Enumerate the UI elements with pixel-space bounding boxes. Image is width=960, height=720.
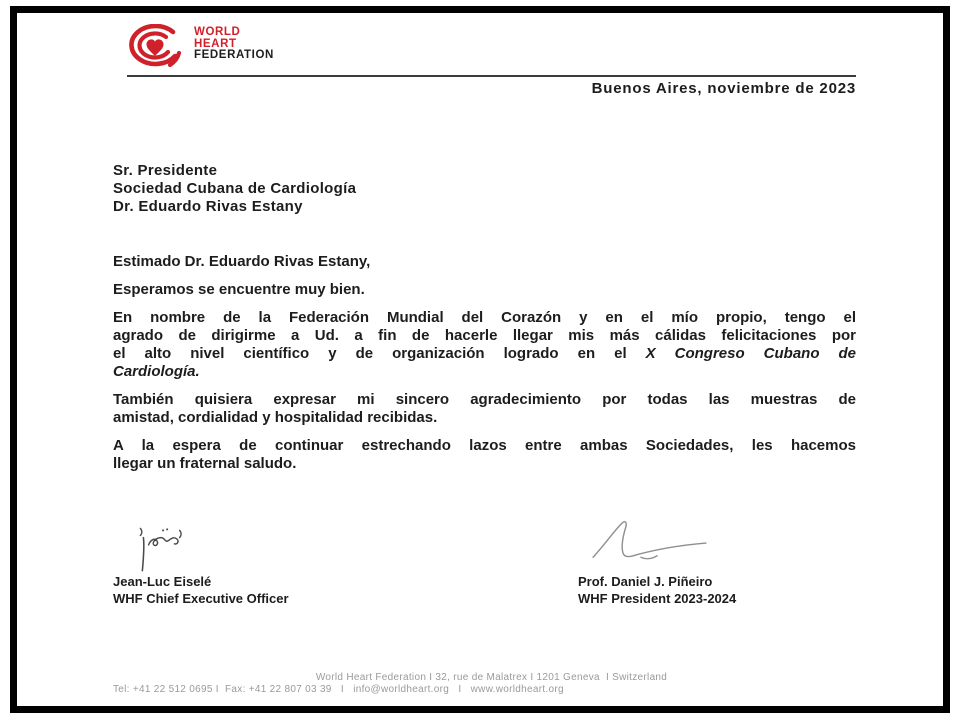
page-border-frame [10,6,950,713]
paragraph-1-line-3-italic: X Congreso Cubano de [645,345,856,362]
salutation: Estimado Dr. Eduardo Rivas Estany, [113,253,371,270]
recipient-line-3: Dr. Eduardo Rivas Estany [113,198,303,215]
header-divider [127,75,856,77]
paragraph-3-line-1: A la espera de continuar estrechando lazos entre ambas Sociedades, les hacemos [113,437,856,454]
letter-footer [113,672,856,696]
signature-left-name: Jean-Luc Eiselé [113,574,212,589]
signature-left [113,573,289,607]
signature-scribble-right [590,519,710,563]
paragraph-3-line-2: llegar un fraternal saludo. [113,455,297,472]
paragraph-2-line-2: amistad, cordialidad y hospitalidad recibidas. [113,409,438,426]
recipient-line-1: Sr. Presidente [113,162,218,179]
recipient-block [113,162,356,216]
footer-contacts: Tel: +41 22 512 0695 I Fax: +41 22 807 03 39 I info@worldheart.org I www.worldheart.org [113,684,564,695]
paragraph-1-line-3-regular: el alto nivel científico y de organización logrado en el [113,345,646,362]
logo-word-federation: FEDERATION [194,49,274,61]
signature-scribble-left [131,524,193,574]
paragraph-1-line-3 [113,345,856,363]
letter-body [113,253,856,483]
signature-right [578,573,736,607]
signature-right-title: WHF President 2023-2024 [578,591,737,606]
logo-word-heart: HEART [194,37,237,50]
paragraph-1 [113,309,856,381]
signature-left-title: WHF Chief Executive Officer [113,591,289,606]
paragraph-2 [113,391,856,427]
logo-wordmark [194,24,274,62]
whf-logo [127,24,274,70]
signature-right-name: Prof. Daniel J. Piñeiro [578,574,713,589]
paragraph-1-line-1: En nombre de la Federación Mundial del Corazón y en el mío propio, tengo el [113,309,856,326]
paragraph-3 [113,437,856,473]
opening-line: Esperamos se encuentre muy bien. [113,281,365,298]
paragraph-1-line-2: agrado de dirigirme a Ud. a fin de hacerle llegar mis más cálidas felicitaciones por [113,327,856,344]
paragraph-2-line-1: También quisiera expresar mi sincero agradecimiento por todas las muestras de [113,391,856,408]
recipient-line-2: Sociedad Cubana de Cardiología [113,180,357,197]
paragraph-1-line-4: Cardiología. [113,363,200,380]
date-line: Buenos Aires, noviembre de 2023 [591,80,856,97]
letter-content [113,13,856,706]
footer-address: World Heart Federation I 32, rue de Malatrex I 1201 Geneva I Switzerland [315,672,668,683]
logo-word-world: WORLD [194,26,241,38]
heart-swirl-icon [127,24,185,70]
